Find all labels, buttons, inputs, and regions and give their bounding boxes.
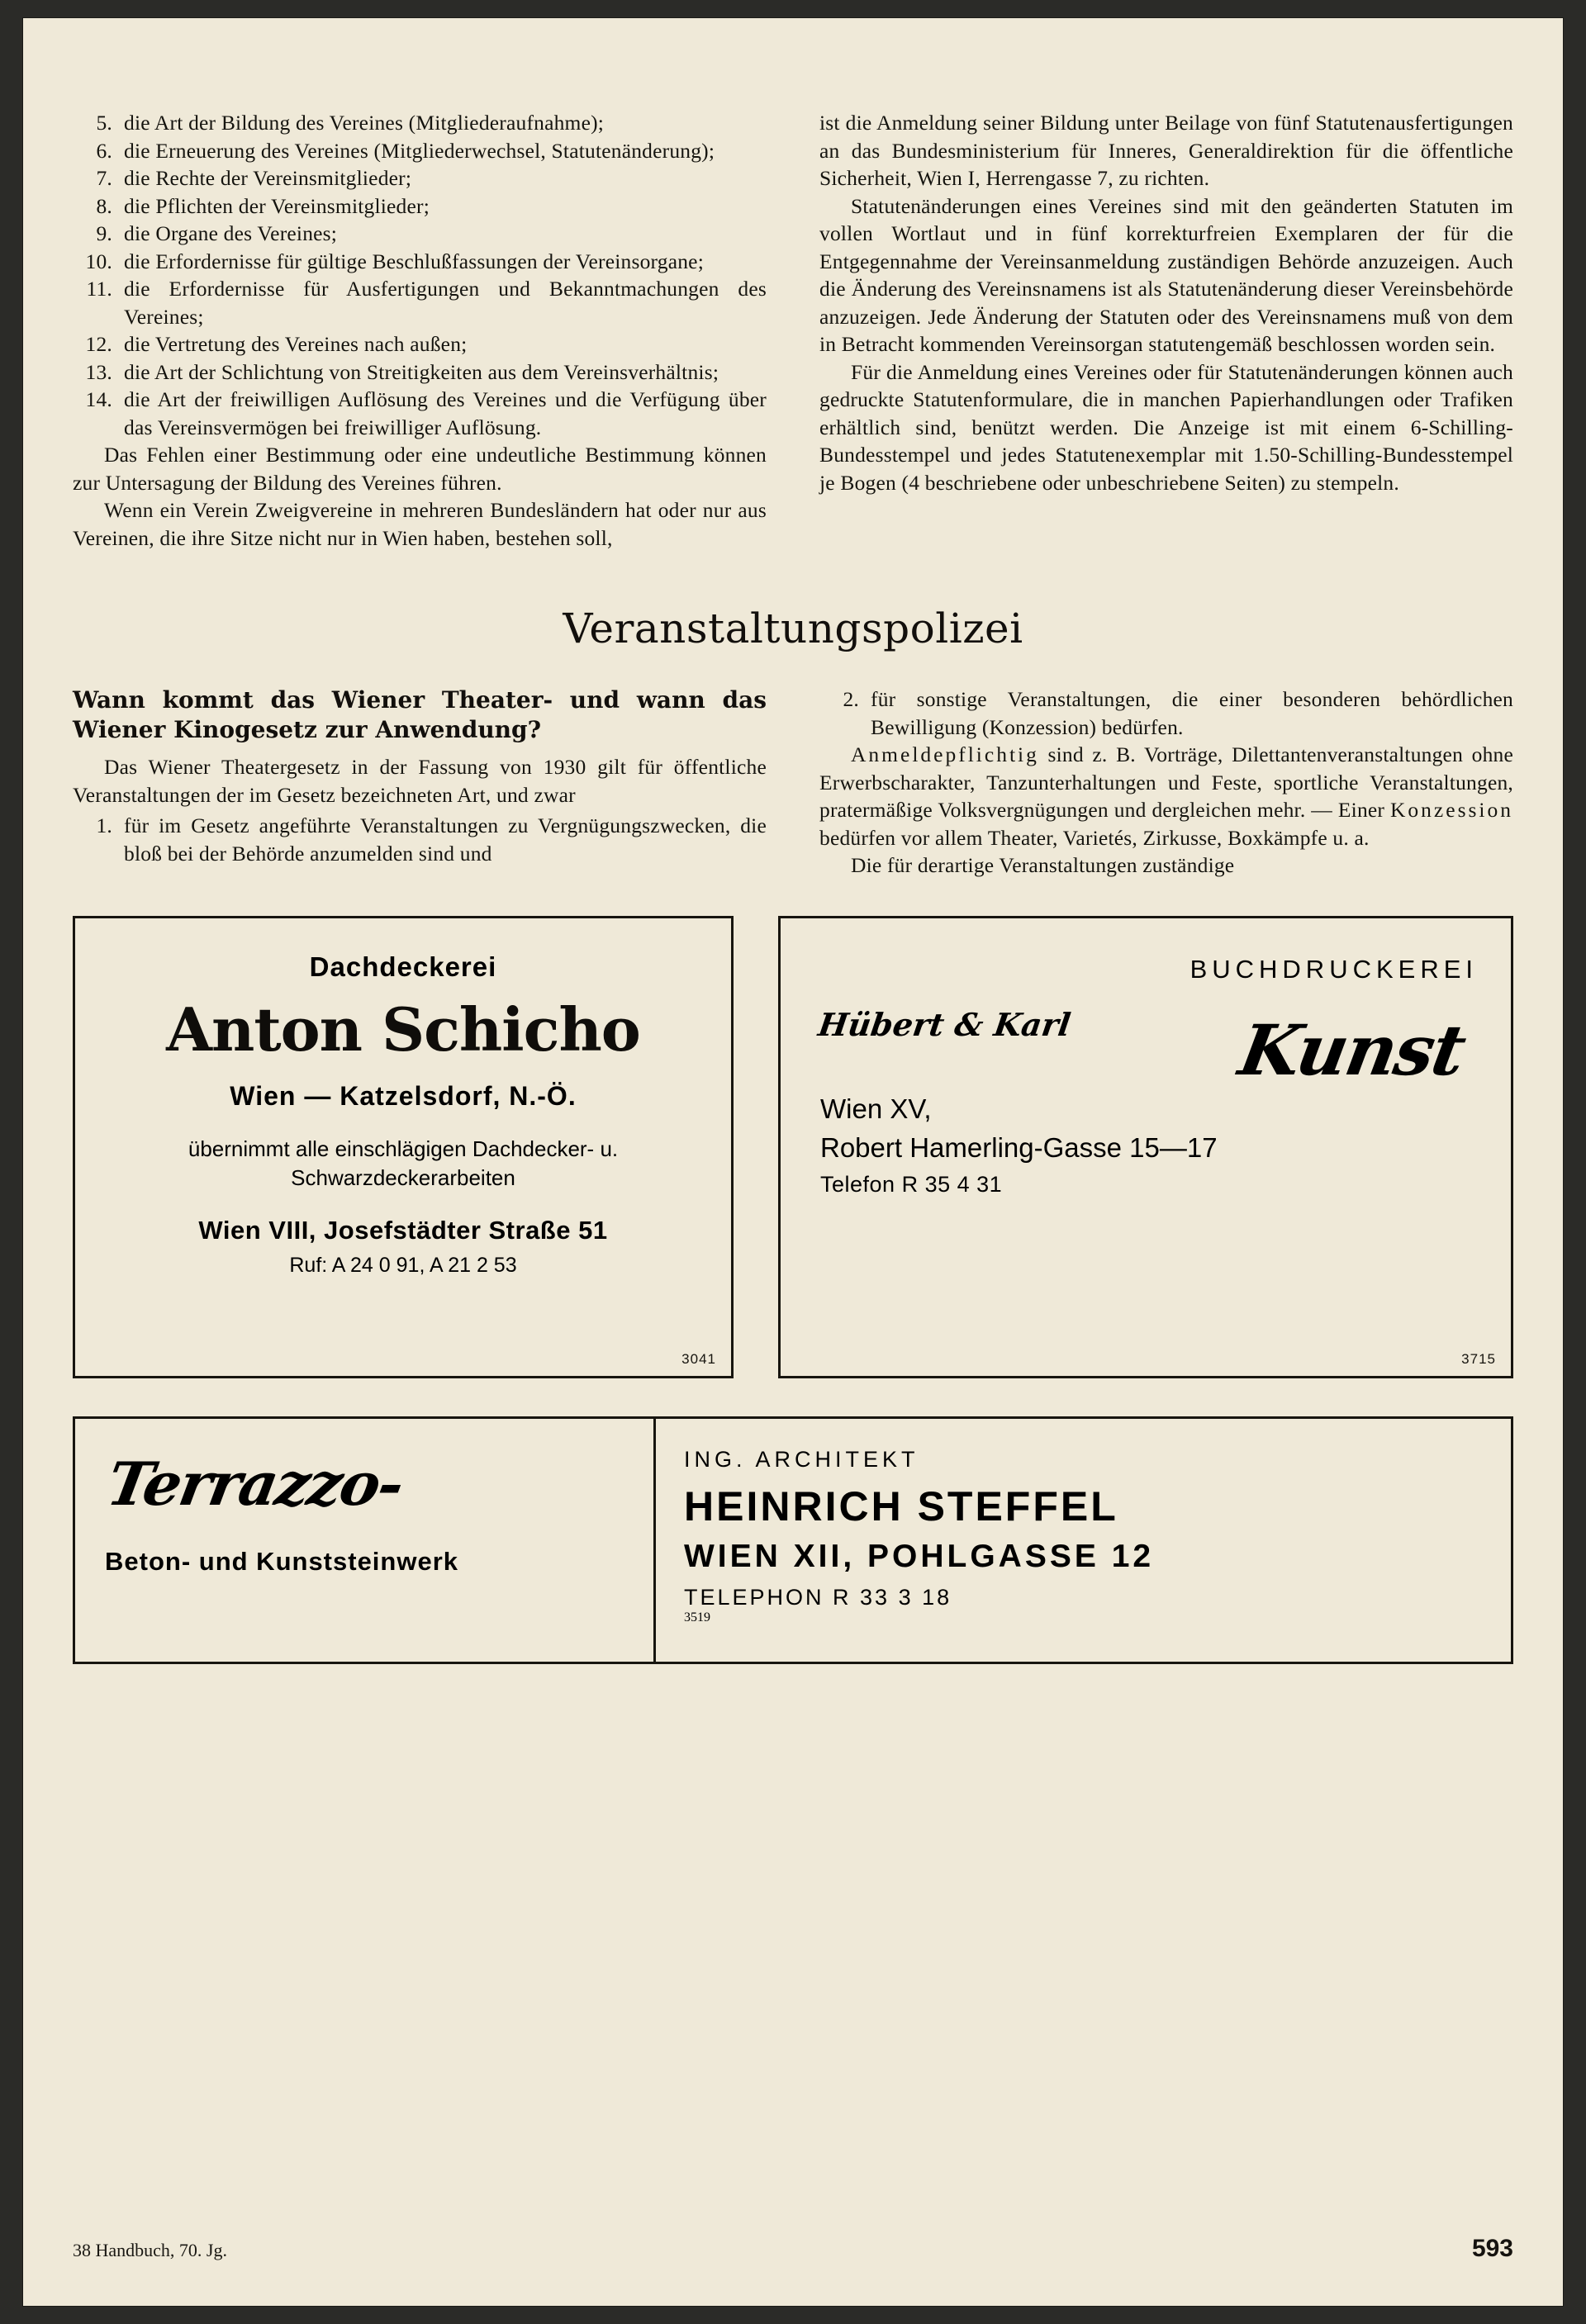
list-item-text: die Vertretung des Vereines nach außen; [124, 332, 468, 356]
list-item [73, 220, 767, 248]
left-column-2 [73, 685, 767, 880]
ad-company-name: Anton Schicho [166, 994, 640, 1065]
paragraph-text: sind z. B. Vorträge, Dilettantenveranstaltungen ohne Erwerbscharakter, Tanzunterhaltungen und Feste, sportliche Veranstaltungen, pratermäßige Volksvergnügungen und dergleichen mehr. — Einer [819, 742, 1513, 822]
ad-person-name: HEINRICH STEFFEL [684, 1482, 1118, 1530]
left-column [73, 109, 767, 552]
list-item-text: die Organe des Vereines; [124, 221, 338, 245]
list-item-text: für sonstige Veranstaltungen, die einer besonderen behördlichen Bewilligung (Konzession) bedürfen. [871, 687, 1513, 739]
paragraph-anmeldepflichtig [819, 741, 1513, 851]
list-item-number: 11. [86, 277, 112, 301]
paragraph: Das Wiener Theatergesetz in der Fassung von 1930 gilt für öffentliche Veranstaltungen der im Gesetz bezeichneten Art, und zwar [73, 755, 767, 807]
list-item [73, 386, 767, 441]
ad-buchdruckerei-kunst[interactable] [778, 916, 1513, 1378]
veranstaltung-list [73, 812, 767, 867]
list-item-number: 9. [96, 221, 112, 245]
ad-address: Wien VIII, Josefstädter Straße 51 [198, 1215, 608, 1245]
ad-address [820, 1089, 1511, 1167]
list-item [73, 275, 767, 330]
list-item-number: 1. [96, 813, 112, 837]
list-item [73, 358, 767, 387]
paragraph: ist die Anmeldung seiner Bildung unter Beilage von fünf Statutenausfertigungen an das Bundesministerium für Inneres, Generaldirektion für die öffentliche Sicherheit, Wien I, Herrengasse 7, zu richten. [819, 111, 1513, 190]
ad-owners: Hübert & Karl [815, 1005, 1073, 1043]
vereins-requirements-list [73, 109, 767, 441]
ad-trade-label: Dachdeckerei [309, 951, 497, 982]
list-item-number: 8. [96, 193, 112, 218]
list-item [73, 812, 767, 867]
list-item-text: für im Gesetz angeführte Veranstaltungen zu Vergnügungszwecken, die bloß bei der Behörde anzumelden sind und [124, 813, 767, 866]
emphasis-konzession: Konzession [1390, 798, 1513, 822]
question-heading: Wann kommt das Wiener Theater- und wann das Wiener Kinogesetz zur Anwendung? [73, 686, 767, 743]
ad-code: 3041 [681, 1350, 716, 1367]
emphasis-anmeldepflichtig: Anmeldepflichtig [851, 742, 1039, 766]
ad-subtitle: Beton- und Kunststeinwerk [105, 1546, 459, 1576]
paragraph: Die für derartige Veranstaltungen zuständige [851, 853, 1235, 877]
list-item-text: die Erneuerung des Vereines (Mitgliederwechsel, Statutenänderung); [124, 138, 715, 163]
list-item-number: 2. [843, 687, 859, 711]
ad-company-name: Terrazzo- [102, 1448, 408, 1519]
ad-steffel-right [656, 1419, 1511, 1662]
veranstaltung-list-cont [819, 685, 1513, 741]
list-item-number: 13. [85, 359, 112, 384]
ad-phone: TELEPHON R 33 3 18 [684, 1584, 952, 1610]
section-title: Veranstaltungspolizei [563, 605, 1023, 652]
list-item-text: die Art der Schlichtung von Streitigkeiten aus dem Vereinsverhältnis; [124, 359, 719, 384]
ad-terrazzo-steffel[interactable] [73, 1416, 1513, 1664]
list-item [73, 192, 767, 221]
ad-address-line1: Wien XV, [820, 1093, 932, 1124]
ad-code: 3519 [684, 1610, 710, 1624]
list-item-text: die Erfordernisse für Ausfertigungen und Bekanntmachungen des Vereines; [124, 277, 767, 329]
document-page [23, 18, 1563, 2306]
paragraph: Das Fehlen einer Bestimmung oder eine undeutliche Bestimmung können zur Untersagung der Bildung des Vereines führen. [73, 443, 767, 495]
list-item-number: 10. [85, 249, 112, 273]
ad-address: WIEN XII, POHLGASSE 12 [684, 1538, 1155, 1574]
list-item-text: die Art der Bildung des Vereines (Mitgliederaufnahme); [124, 111, 605, 135]
ad-address-line2: Robert Hamerling-Gasse 15—17 [820, 1131, 1218, 1163]
advertisement-row [73, 916, 1513, 1378]
paragraph: Für die Anmeldung eines Vereines oder für Statutenänderungen können auch gedruckte Statutenformulare, die in manchen Papierhandlungen oder Trafiken erhältlich sind, benützt werden. Die Anzeige ist mit einem 6-Schilling-Bundesstempel und jedes Statutenexemplar mit 1.50-Schilling-Bundesstempel je Bogen (4 beschriebene oder unbeschriebene Seiten) zu stempeln. [819, 359, 1513, 495]
list-item [73, 248, 767, 276]
list-item-number: 12. [85, 332, 112, 356]
page-content [73, 109, 1513, 2223]
ad-phone: Ruf: A 24 0 91, A 21 2 53 [289, 1253, 517, 1277]
list-item [73, 109, 767, 137]
list-item-number: 7. [96, 166, 112, 190]
list-item-number: 6. [96, 138, 112, 163]
ad-terrazzo-left [75, 1419, 656, 1662]
list-item-text: die Rechte der Vereinsmitglieder; [124, 166, 412, 190]
footer-book-ref: 38 Handbuch, 70. Jg. [73, 2240, 227, 2260]
list-item-text: die Pflichten der Vereinsmitglieder; [124, 193, 430, 218]
ad-code: 3715 [1461, 1350, 1496, 1367]
ad-phone: Telefon R 35 4 31 [820, 1171, 1003, 1197]
paragraph: Statutenänderungen eines Vereines sind mit den geänderten Statuten im vollen Wortlaut und in fünf korrekturfreien Exemplaren der für die Entgegennahme der Vereinsanmeldung zuständigen Behörde anzuzeigen. Auch die Änderung des Vereinsnamens ist als Statutenänderung dieser Vereinsbehörde anzuzeigen. Jede Änderung der Statuten oder des Vereinsnamens muß von dem in Betracht kommenden Vereinsorgan statutengemäß beschlossen worden sein. [819, 193, 1513, 356]
ad-anton-schicho[interactable] [73, 916, 734, 1378]
veranstaltung-two-column-block [73, 685, 1513, 880]
right-column [819, 109, 1513, 552]
top-two-column-block [73, 109, 1513, 552]
list-item-number: 5. [96, 111, 112, 135]
paragraph-text: bedürfen vor allem Theater, Varietés, Zirkusse, Boxkämpfe u. a. [819, 825, 1370, 850]
right-column-2 [819, 685, 1513, 880]
ad-location: Wien — Katzelsdorf, N.-Ö. [230, 1080, 577, 1111]
paragraph: Wenn ein Verein Zweigvereine in mehreren Bundesländern hat oder nur aus Vereinen, die ihre Sitze nicht nur in Wien haben, bestehen soll, [73, 498, 767, 550]
page-number: 593 [1471, 2235, 1513, 2262]
list-item-text: die Erfordernisse für gültige Beschlußfassungen der Vereinsorgane; [124, 249, 704, 273]
list-item [73, 137, 767, 165]
list-item [73, 164, 767, 192]
list-item [73, 330, 767, 358]
ad-trade-label: BUCHDRUCKEREI [1190, 954, 1478, 984]
ad-description: übernimmt alle einschlägigen Dachdecker- u. Schwarzdeckerarbeiten [188, 1136, 619, 1190]
list-item [819, 685, 1513, 741]
page-footer [73, 2235, 1513, 2263]
list-item-text: die Art der freiwilligen Auflösung des Vereines und die Verfügung über das Vereinsvermögen bei freiwilliger Auflösung. [124, 387, 767, 439]
list-item-number: 14. [85, 387, 112, 411]
ad-company-name: Kunst [1232, 1008, 1470, 1091]
ad-title: ING. ARCHITEKT [684, 1446, 919, 1472]
